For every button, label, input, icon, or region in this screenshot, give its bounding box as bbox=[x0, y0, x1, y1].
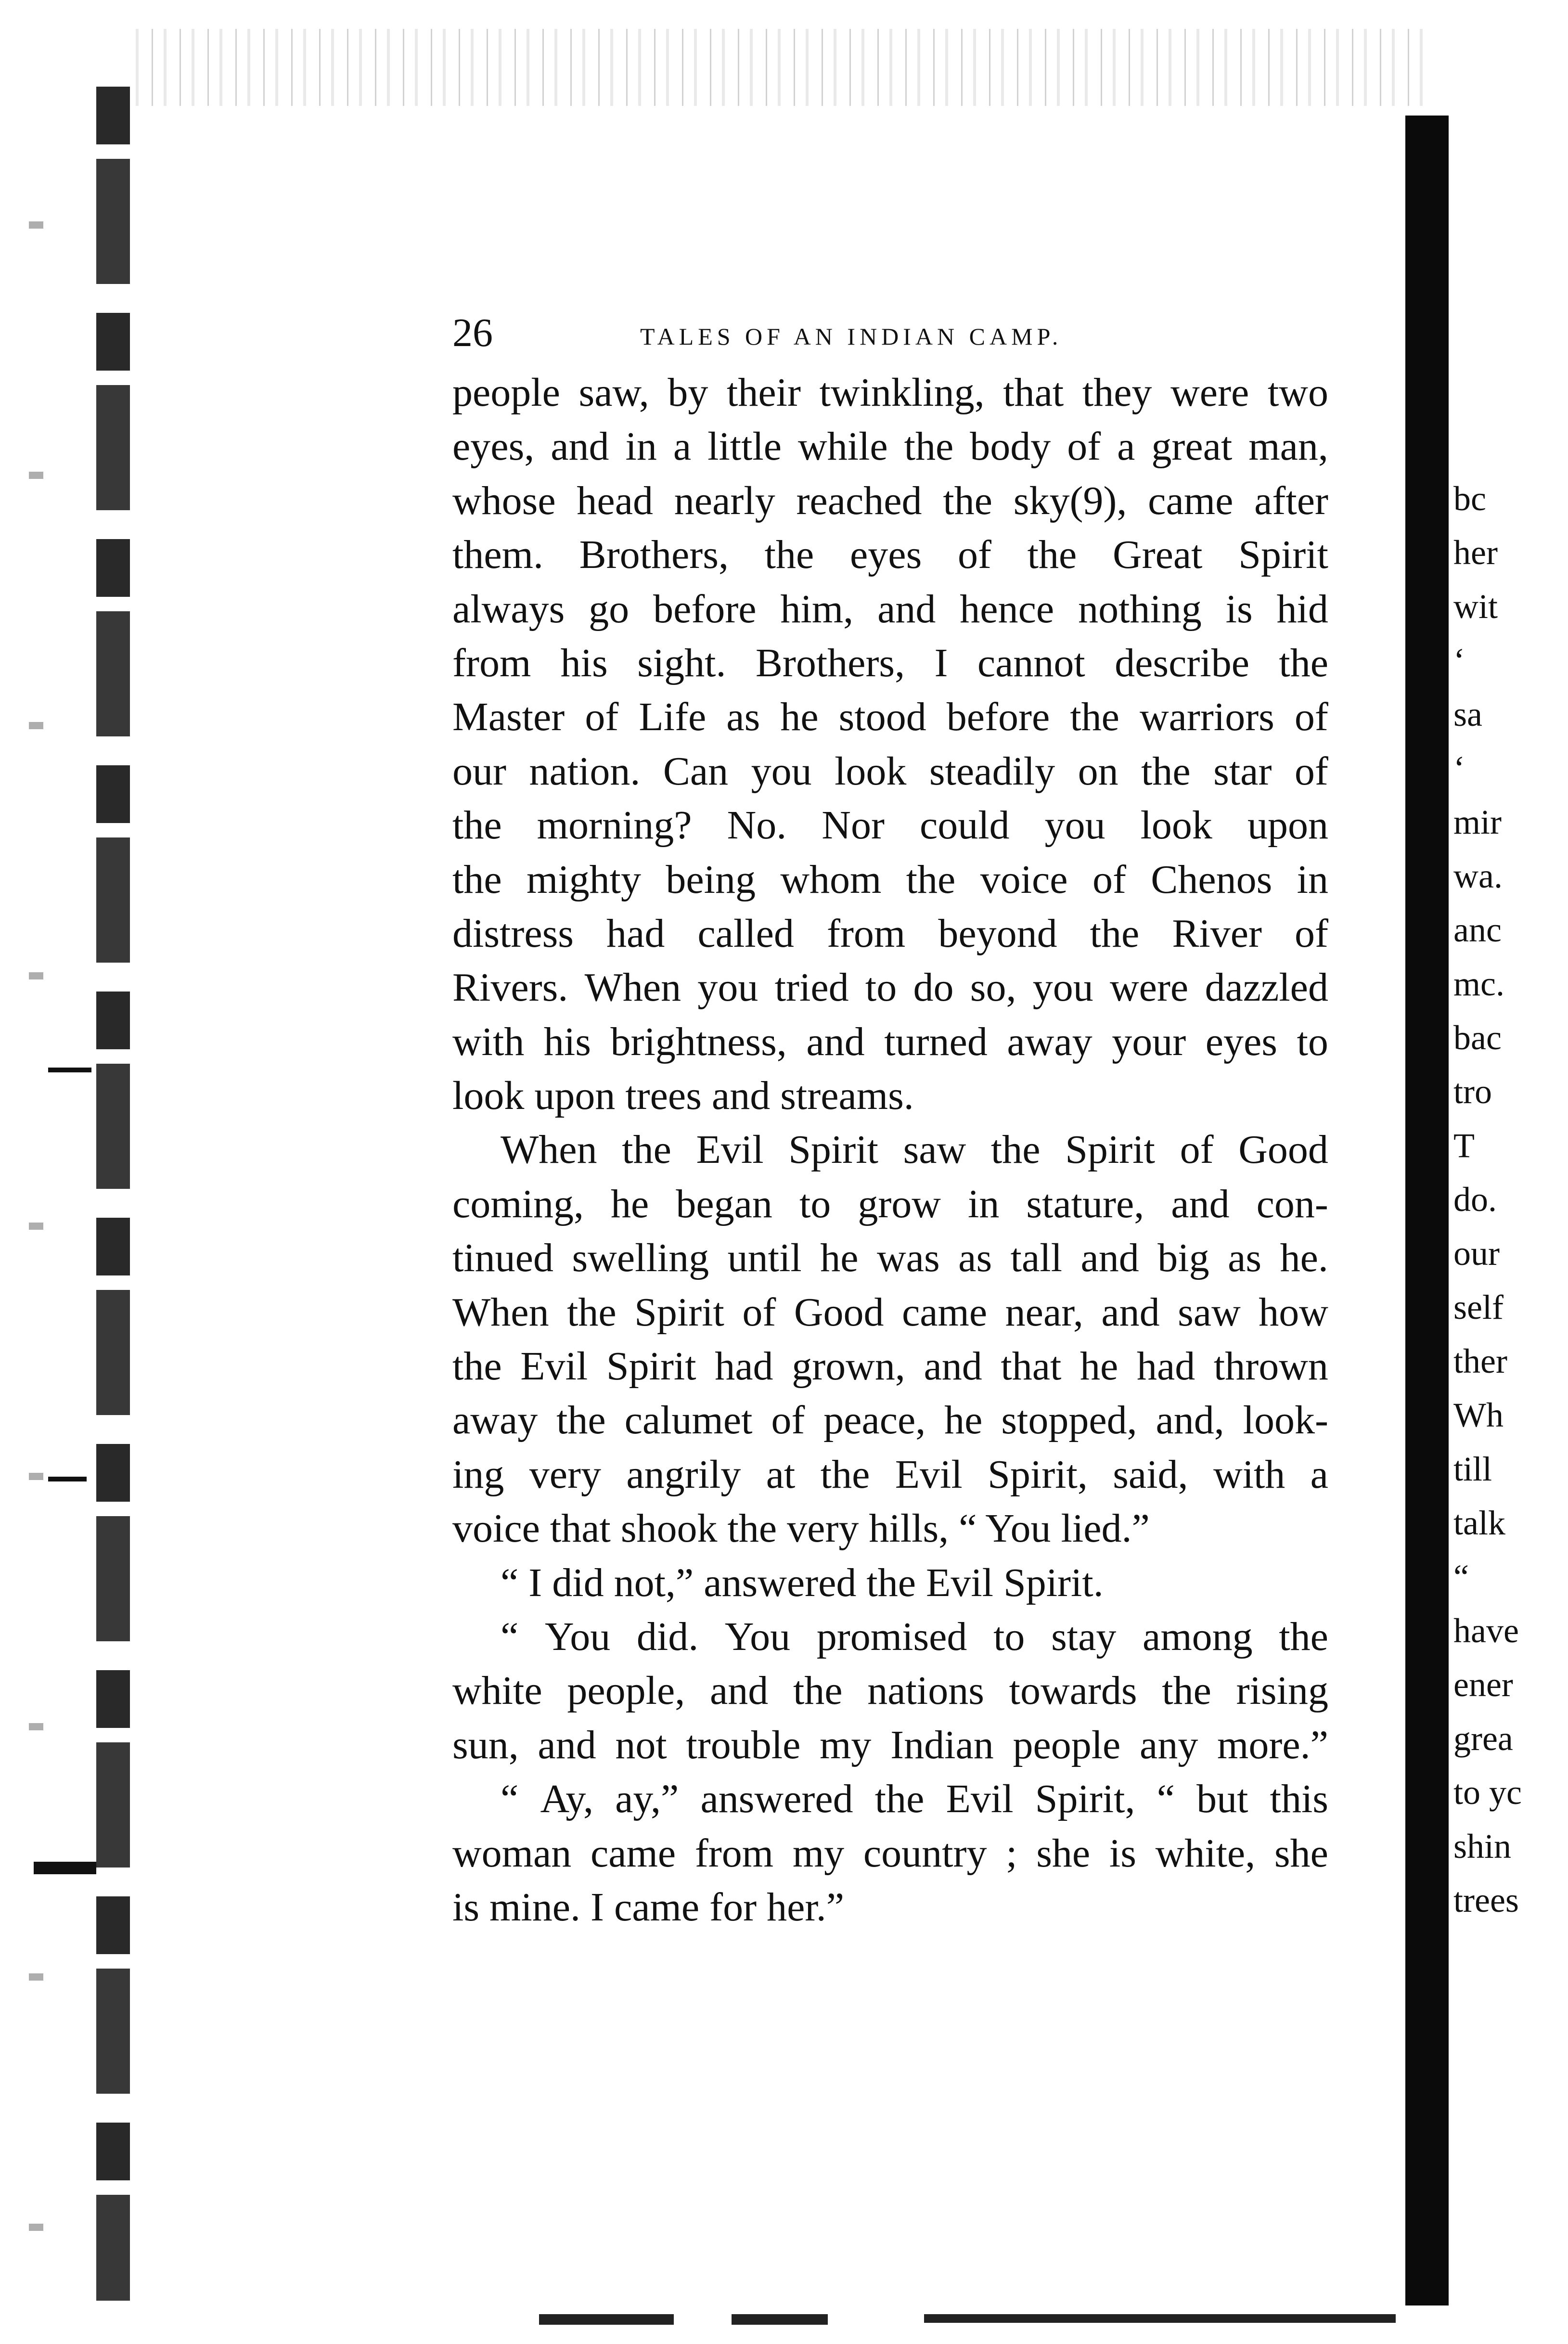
text-line: the mighty being whom the voice of Chenos in bbox=[452, 857, 1328, 902]
facing-page-line: wa. bbox=[1453, 857, 1503, 895]
facing-page-line: till bbox=[1453, 1450, 1492, 1488]
facing-page-edge-shadow bbox=[1405, 116, 1449, 2305]
left-binding-gutter bbox=[96, 87, 130, 2301]
text-line: eyes, and in a little while the body of a great man, bbox=[452, 424, 1328, 469]
text-line: “ Ay, ay,” answered the Evil Spirit, “ but this bbox=[501, 1777, 1328, 1822]
text-line: our nation. Can you look steadily on the star of bbox=[452, 748, 1328, 794]
text-line: woman came from my country ; she is white, she bbox=[452, 1830, 1328, 1876]
running-title: TALES OF AN INDIAN CAMP. bbox=[640, 323, 1063, 350]
gutter-mark bbox=[34, 1862, 96, 1874]
facing-page-line: our bbox=[1453, 1234, 1500, 1273]
facing-page-line: ‘ bbox=[1453, 749, 1465, 787]
text-line: people saw, by their twinkling, that they were two bbox=[452, 370, 1328, 415]
gutter-mark bbox=[48, 1477, 87, 1481]
facing-page-line: ener bbox=[1453, 1665, 1513, 1704]
text-line: “ You did. You promised to stay among the bbox=[501, 1614, 1328, 1659]
facing-page-line: bc bbox=[1453, 479, 1486, 518]
page-number: 26 bbox=[452, 310, 493, 355]
facing-page-line: ther bbox=[1453, 1342, 1507, 1380]
left-margin-specks bbox=[29, 96, 43, 2310]
facing-page-line: Wh bbox=[1453, 1396, 1504, 1434]
facing-page-line: wit bbox=[1453, 587, 1498, 626]
page-header bbox=[452, 298, 1328, 366]
facing-page-line: T bbox=[1453, 1126, 1475, 1165]
text-line: the morning? No. Nor could you look upon bbox=[452, 803, 1328, 848]
gutter-mark bbox=[48, 1068, 91, 1072]
text-line: When the Spirit of Good came near, and saw how bbox=[452, 1289, 1328, 1335]
facing-page-line: trees bbox=[1453, 1881, 1519, 1919]
text-line: Rivers. When you tried to do so, you were dazzled bbox=[452, 965, 1328, 1010]
text-line: the Evil Spirit had grown, and that he had thrown bbox=[452, 1344, 1328, 1389]
facing-page-line: tro bbox=[1453, 1072, 1492, 1111]
facing-page-line: sa bbox=[1453, 695, 1482, 734]
facing-page-line: have bbox=[1453, 1611, 1519, 1650]
page-body-text bbox=[452, 366, 1328, 1934]
facing-page-line: to yc bbox=[1453, 1773, 1522, 1812]
facing-page-line: shin bbox=[1453, 1827, 1512, 1866]
text-line: voice that shook the very hills, “ You lied.” bbox=[452, 1506, 1150, 1551]
scan-top-edge-noise bbox=[125, 29, 1425, 106]
facing-page-line: bac bbox=[1453, 1018, 1502, 1057]
text-line: always go before him, and hence nothing is hid bbox=[452, 586, 1328, 631]
facing-page-line: anc bbox=[1453, 911, 1502, 949]
text-line: look upon trees and streams. bbox=[452, 1073, 914, 1119]
text-line: When the Evil Spirit saw the Spirit of Good bbox=[501, 1127, 1328, 1172]
book-page bbox=[452, 298, 1328, 1934]
facing-page-line: mc. bbox=[1453, 965, 1504, 1003]
text-line: sun, and not trouble my Indian people any more.” bbox=[452, 1722, 1328, 1767]
text-line: distress had called from beyond the River of bbox=[452, 911, 1328, 956]
text-line: Master of Life as he stood before the warriors of bbox=[452, 695, 1328, 740]
bottom-edge-noise bbox=[924, 2314, 1396, 2323]
text-line: them. Brothers, the eyes of the Great Spirit bbox=[452, 532, 1328, 578]
facing-page-fragment bbox=[1453, 472, 1568, 1927]
text-line: tinued swelling until he was as tall and big as he. bbox=[452, 1236, 1328, 1281]
text-line: coming, he began to grow in stature, and con- bbox=[452, 1181, 1328, 1226]
text-line: from his sight. Brothers, I cannot describe the bbox=[452, 640, 1328, 685]
text-line: “ I did not,” answered the Evil Spirit. bbox=[501, 1560, 1104, 1605]
bottom-edge-noise bbox=[732, 2314, 828, 2325]
facing-page-line: mir bbox=[1453, 803, 1502, 841]
text-line: ing very angrily at the Evil Spirit, said, with a bbox=[452, 1452, 1328, 1497]
text-line: is mine. I came for her.” bbox=[452, 1884, 844, 1930]
facing-page-line: talk bbox=[1453, 1504, 1505, 1542]
facing-page-line: do. bbox=[1453, 1180, 1497, 1219]
facing-page-line: ‘ bbox=[1453, 641, 1465, 680]
text-line: away the calumet of peace, he stopped, and, look- bbox=[452, 1398, 1328, 1443]
text-line: with his brightness, and turned away your eyes to bbox=[452, 1019, 1328, 1064]
bottom-edge-noise bbox=[539, 2314, 674, 2325]
text-line: whose head nearly reached the sky(9), came after bbox=[452, 478, 1328, 523]
text-line: white people, and the nations towards the rising bbox=[452, 1668, 1328, 1713]
facing-page-line: her bbox=[1453, 533, 1498, 572]
facing-page-line: grea bbox=[1453, 1719, 1513, 1758]
facing-page-line: “ bbox=[1453, 1558, 1469, 1596]
facing-page-line: self bbox=[1453, 1288, 1504, 1327]
